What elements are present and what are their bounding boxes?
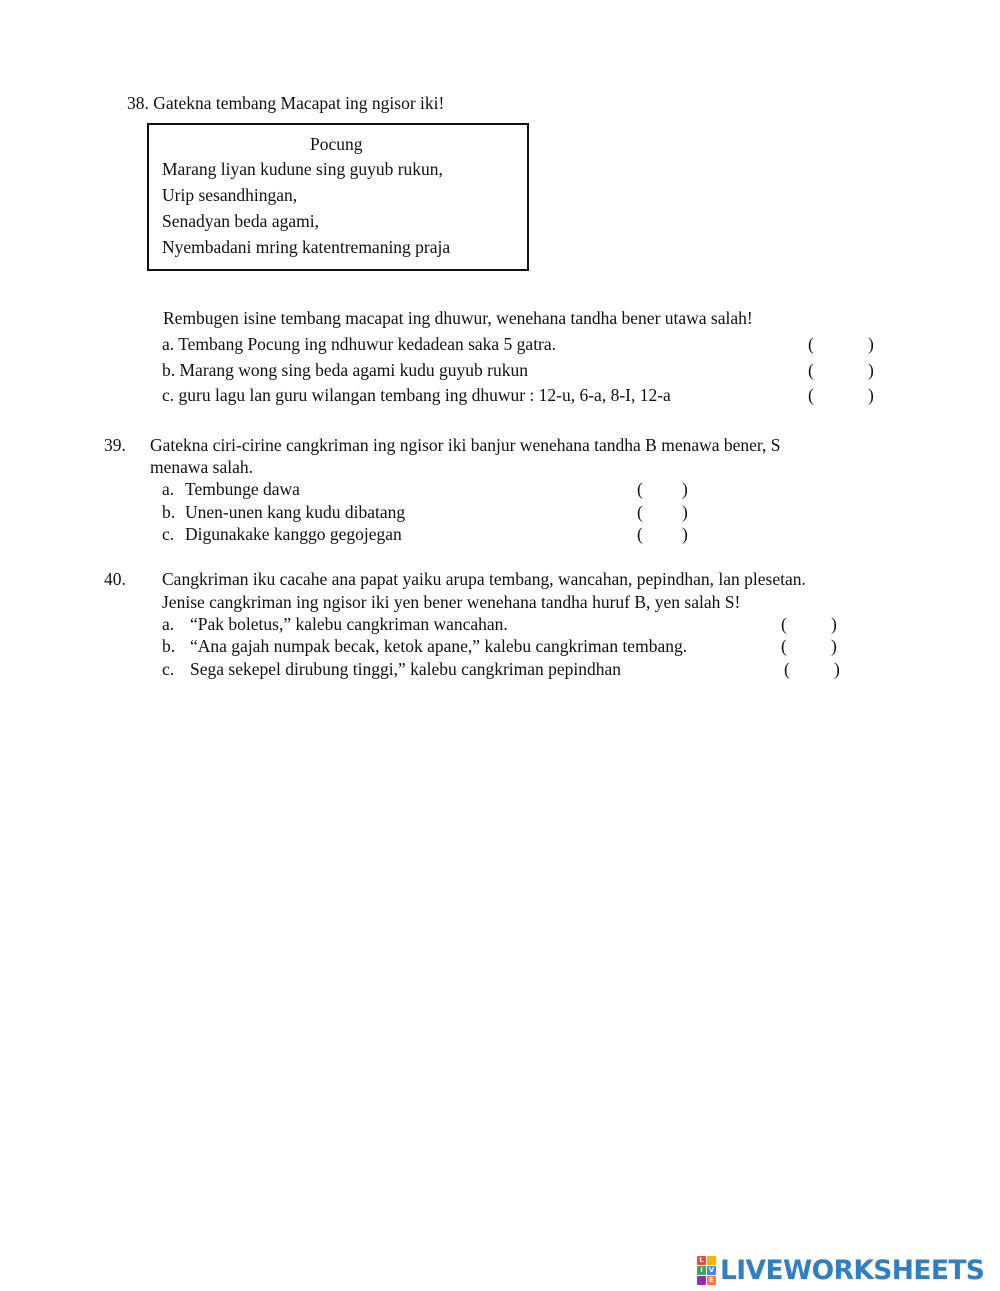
liveworksheets-logo — [697, 1254, 984, 1286]
open-paren: ( — [637, 479, 643, 499]
open-paren: ( — [808, 385, 814, 405]
logo-text: LIVEWORKSHEETS — [720, 1254, 985, 1286]
open-paren: ( — [808, 334, 814, 354]
logo-cell: V — [708, 1265, 715, 1274]
answer-box — [784, 658, 846, 680]
q39-question-line: menawa salah. — [150, 457, 254, 477]
answer-box — [781, 635, 843, 657]
poem-line: Senadyan beda agami, — [162, 211, 319, 231]
answer-slot-q39-b[interactable] — [649, 501, 679, 523]
answer-box — [808, 384, 878, 406]
q40-item-a: “Pak boletus,” kalebu cangkriman wancahan. — [190, 614, 508, 634]
q38-title: 38. Gatekna tembang Macapat ing ngisor iki! — [127, 93, 445, 113]
close-paren: ) — [868, 334, 874, 354]
open-paren: ( — [781, 614, 787, 634]
answer-box — [637, 478, 697, 500]
answer-slot-q38-c[interactable] — [820, 384, 866, 406]
answer-box — [637, 501, 697, 523]
q38-item-c: c. guru lagu lan guru wilangan tembang ing dhuwur : 12-u, 6-a, 8-I, 12-a — [162, 385, 671, 405]
q40-question-line: Cangkriman iku cacahe ana papat yaiku arupa tembang, wancahan, pepindhan, lan plesetan. — [162, 569, 806, 589]
close-paren: ) — [831, 614, 837, 634]
close-paren: ) — [868, 385, 874, 405]
open-paren: ( — [637, 524, 643, 544]
poem-title: Pocung — [310, 134, 363, 154]
close-paren: ) — [834, 659, 840, 679]
q40-number: 40. — [104, 569, 126, 589]
answer-slot-q39-a[interactable] — [649, 478, 679, 500]
q39-item-a-label: a. — [162, 479, 175, 499]
poem-line: Marang liyan kudune sing guyub rukun, — [162, 159, 443, 179]
answer-box — [781, 613, 843, 635]
q39-number: 39. — [104, 435, 126, 455]
close-paren: ) — [868, 360, 874, 380]
answer-slot-q40-a[interactable] — [793, 613, 827, 635]
open-paren: ( — [784, 659, 790, 679]
open-paren: ( — [808, 360, 814, 380]
open-paren: ( — [781, 636, 787, 656]
answer-slot-q40-c[interactable] — [796, 658, 830, 680]
answer-box — [808, 333, 878, 355]
q40-question-line: Jenise cangkriman ing ngisor iki yen bener wenehana tandha huruf B, yen salah S! — [162, 592, 741, 612]
answer-slot-q39-c[interactable] — [649, 523, 679, 545]
logo-mark-icon — [697, 1256, 716, 1285]
q40-item-b: “Ana gajah numpak becak, ketok apane,” kalebu cangkriman tembang. — [190, 636, 688, 656]
answer-box — [637, 523, 697, 545]
answer-slot-q38-a[interactable] — [820, 333, 866, 355]
q39-item-b-label: b. — [162, 502, 176, 522]
q39-item-c: Digunakake kanggo gegojegan — [185, 524, 402, 544]
q38-item-a: a. Tembang Pocung ing ndhuwur kedadean saka 5 gatra. — [162, 334, 557, 354]
q39-item-a: Tembunge dawa — [185, 479, 300, 499]
close-paren: ) — [682, 479, 688, 499]
answer-slot-q38-b[interactable] — [820, 359, 866, 381]
logo-cell: E — [707, 1276, 716, 1285]
q39-question-line: Gatekna ciri-cirine cangkriman ing ngisor iki banjur wenehana tandha B menawa bener, S — [150, 435, 781, 455]
close-paren: ) — [831, 636, 837, 656]
open-paren: ( — [637, 502, 643, 522]
q40-item-a-label: a. — [162, 614, 175, 634]
q40-item-c: Sega sekepel dirubung tinggi,” kalebu cangkriman pepindhan — [190, 659, 622, 679]
poem-line: Urip sesandhingan, — [162, 185, 298, 205]
poem-line: Nyembadani mring katentremaning praja — [162, 237, 451, 257]
answer-box — [808, 359, 878, 381]
logo-cell — [697, 1276, 706, 1285]
q40-item-b-label: b. — [162, 636, 176, 656]
q39-item-c-label: c. — [162, 524, 175, 544]
close-paren: ) — [682, 502, 688, 522]
q38-instruction: Rembugen isine tembang macapat ing dhuwur, wenehana tandha bener utawa salah! — [163, 308, 753, 328]
logo-cell: I — [697, 1266, 706, 1275]
q40-item-c-label: c. — [162, 659, 175, 679]
logo-cell — [707, 1256, 716, 1265]
answer-slot-q40-b[interactable] — [793, 635, 827, 657]
q38-item-b: b. Marang wong sing beda agami kudu guyub rukun — [162, 360, 528, 380]
close-paren: ) — [682, 524, 688, 544]
q39-item-b: Unen-unen kang kudu dibatang — [185, 502, 406, 522]
logo-cell: L — [697, 1256, 706, 1265]
